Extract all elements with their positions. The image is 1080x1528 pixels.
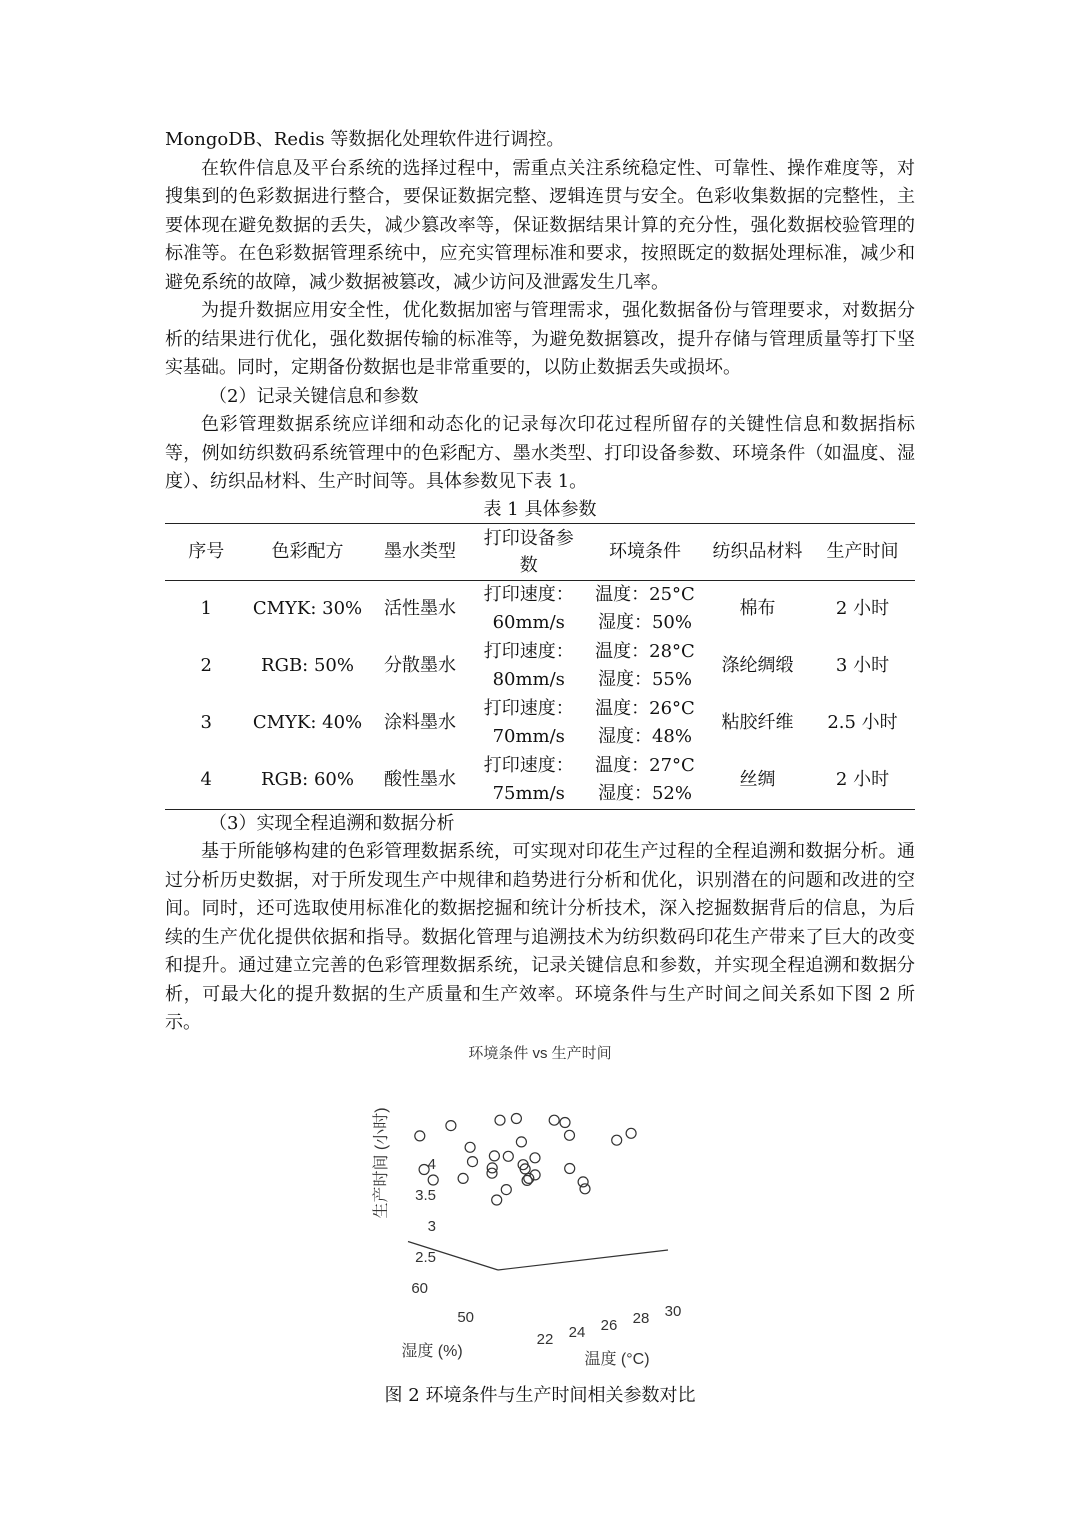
table-header-cell: 序号 xyxy=(165,523,248,580)
scatter-point xyxy=(516,1136,526,1146)
table-cell: 打印速度：80mm/s xyxy=(483,641,574,690)
scatter-point xyxy=(511,1113,521,1123)
scatter-point xyxy=(565,1130,575,1140)
scatter-point xyxy=(612,1135,622,1145)
document-page xyxy=(165,126,915,1410)
table-cell: 4 xyxy=(200,769,212,790)
table-cell: 3 xyxy=(200,712,212,733)
table-cell: 3 小时 xyxy=(835,655,890,676)
y-tick-label: 60 xyxy=(411,1279,428,1297)
table-cell: 2 小时 xyxy=(835,769,890,790)
table-cell: CMYK: 40% xyxy=(252,712,363,733)
table-row xyxy=(165,638,915,695)
table-cell: 打印速度：70mm/s xyxy=(483,698,574,747)
table-cell: 活性墨水 xyxy=(384,598,456,619)
paragraph: MongoDB、Redis 等数据化处理软件进行调控。 xyxy=(165,129,565,150)
scatter-point xyxy=(465,1142,475,1152)
x-tick-label: 26 xyxy=(600,1316,618,1334)
table-header-cell: 色彩配方 xyxy=(248,523,368,580)
scatter-point xyxy=(565,1163,575,1173)
paragraph: 在软件信息及平台系统的选择过程中，需重点关注系统稳定性、可靠性、操作难度等，对搜集到的色彩数据进行整合，要保证数据完整、逻辑连贯与安全。色彩收集数据的完整性，主要体现在避免数据的丢失，减少篡改率等，保证数据结果计算的充分性，强化数据校验管理的标准等。在色彩数据管理系统中，应充实管理标准和要求，按照既定的数据处理标准，减少和避免系统的故障，减少数据被篡改，减少访问及泄露发生几率。 xyxy=(165,157,915,293)
x-tick-label: 22 xyxy=(536,1330,554,1348)
scatter-point xyxy=(495,1115,505,1125)
scatter-point xyxy=(446,1120,456,1130)
paragraph: 色彩管理数据系统应详细和动态化的记录每次印花过程所留存的关键性信息和数据指标等，例如纺织数码系统管理中的色彩配方、墨水类型、打印设备参数、环境条件（如温度、湿度）、纺织品材料、生产时间等。具体参数见下表 1。 xyxy=(165,414,915,492)
section-heading: （2）记录关键信息和参数 xyxy=(209,385,419,407)
temperature-axis-line xyxy=(498,1250,668,1270)
paragraph: 为提升数据应用安全性，优化数据加密与管理需求，强化数据备份与管理要求，对数据分析的结果进行优化，强化数据传输的标准等，为避免数据篡改，提升存储与管理质量等打下坚实基础。同时，定期备份数据也是非常重要的，以防止数据丢失或损坏。 xyxy=(165,300,915,378)
table-cell: 涂料墨水 xyxy=(384,712,456,733)
table-cell: 打印速度：60mm/s xyxy=(483,584,574,633)
section-heading: （3）实现全程追溯和数据分析 xyxy=(209,812,455,834)
table-cell: RGB: 50% xyxy=(261,655,354,676)
z-tick-label: 4 xyxy=(427,1155,436,1173)
table-cell: 温度：27°C 湿度：52% xyxy=(595,755,695,804)
table-cell: 2.5 小时 xyxy=(827,712,898,733)
scatter-point xyxy=(580,1183,590,1193)
scatter-point xyxy=(428,1175,438,1185)
table-cell: 温度：26°C 湿度：48% xyxy=(595,698,695,747)
scatter-point xyxy=(530,1152,540,1162)
z-tick-label: 2.5 xyxy=(415,1248,436,1266)
table-row xyxy=(165,752,915,810)
figure-2 xyxy=(165,1038,915,1378)
table-cell: 温度：28°C 湿度：55% xyxy=(595,641,695,690)
figure-caption: 图 2 环境条件与生产时间相关参数对比 xyxy=(384,1384,696,1406)
table-header-cell: 纺织品材料 xyxy=(705,523,810,580)
z-axis-label: 生产时间 (小时) xyxy=(373,1106,390,1219)
table-cell: 温度：25°C 湿度：50% xyxy=(595,584,695,633)
scatter-point xyxy=(468,1156,478,1166)
table-header-cell: 生产时间 xyxy=(810,523,915,580)
scatter-point xyxy=(492,1195,502,1205)
table-row xyxy=(165,580,915,638)
table-header-row xyxy=(165,523,915,580)
chart-title: 环境条件 vs 生产时间 xyxy=(468,1044,612,1062)
table-cell: CMYK: 30% xyxy=(252,598,363,619)
table-header-cell: 打印设备参数 xyxy=(473,523,586,580)
scatter-point xyxy=(626,1128,636,1138)
table-cell: 丝绸 xyxy=(739,769,776,790)
x-tick-label: 24 xyxy=(568,1323,586,1341)
scatter-point xyxy=(578,1176,588,1186)
scatter-point xyxy=(501,1184,511,1194)
z-tick-label: 3.5 xyxy=(415,1186,436,1204)
scatter-point xyxy=(560,1117,570,1127)
z-tick-label: 3 xyxy=(427,1217,436,1235)
table-cell: 棉布 xyxy=(739,598,776,619)
table-header-cell: 墨水类型 xyxy=(368,523,473,580)
table-cell: 酸性墨水 xyxy=(384,769,456,790)
table-header-cell: 环境条件 xyxy=(585,523,705,580)
y-axis-label: 湿度 (%) xyxy=(401,1342,463,1360)
table-cell: 涤纶绸缎 xyxy=(721,655,794,676)
scatter-point xyxy=(549,1115,559,1125)
table-caption: 表 1 具体参数 xyxy=(483,498,597,520)
scatter-point xyxy=(458,1173,468,1183)
table-body xyxy=(165,580,915,809)
scatter-point xyxy=(489,1150,499,1160)
y-tick-label: 50 xyxy=(457,1308,474,1326)
body-text-bottom xyxy=(165,810,915,1038)
scatter-point xyxy=(415,1130,425,1140)
table-row xyxy=(165,695,915,752)
table-cell: RGB: 60% xyxy=(261,769,354,790)
table-cell: 粘胶纤维 xyxy=(721,712,794,733)
table-cell: 2 小时 xyxy=(835,598,890,619)
table-cell: 分散墨水 xyxy=(384,655,456,676)
x-tick-label: 28 xyxy=(632,1309,650,1327)
x-axis-label: 温度 (°C) xyxy=(584,1350,650,1368)
paragraph: 基于所能够构建的色彩管理数据系统，可实现对印花生产过程的全程追溯和数据分析。通过分析历史数据，对于所发现生产中规律和趋势进行分析和优化，识别潜在的问题和改进的空间。同时，还可选取使用标准化的数据挖掘和统计分析技术，深入挖掘数据背后的信息，为后续的生产优化提供依据和指导。数据化管理与追溯技术为纺织数码印花生产带来了巨大的改变和提升。通过建立完善的色彩管理数据系统，记录关键信息和参数，并实现全程追溯和数据分析，可最大化的提升数据的生产质量和生产效率。环境条件与生产时间之间关系如下图 2 所示。 xyxy=(165,841,915,1033)
scatter-3d-chart xyxy=(370,1038,710,1378)
x-tick-label: 30 xyxy=(664,1302,682,1320)
table-cell: 打印速度：75mm/s xyxy=(483,755,574,804)
parameters-table xyxy=(165,523,915,810)
table-cell: 1 xyxy=(200,598,212,619)
table-cell: 2 xyxy=(200,655,212,676)
scatter-point xyxy=(503,1151,513,1161)
body-text-top xyxy=(165,126,915,497)
